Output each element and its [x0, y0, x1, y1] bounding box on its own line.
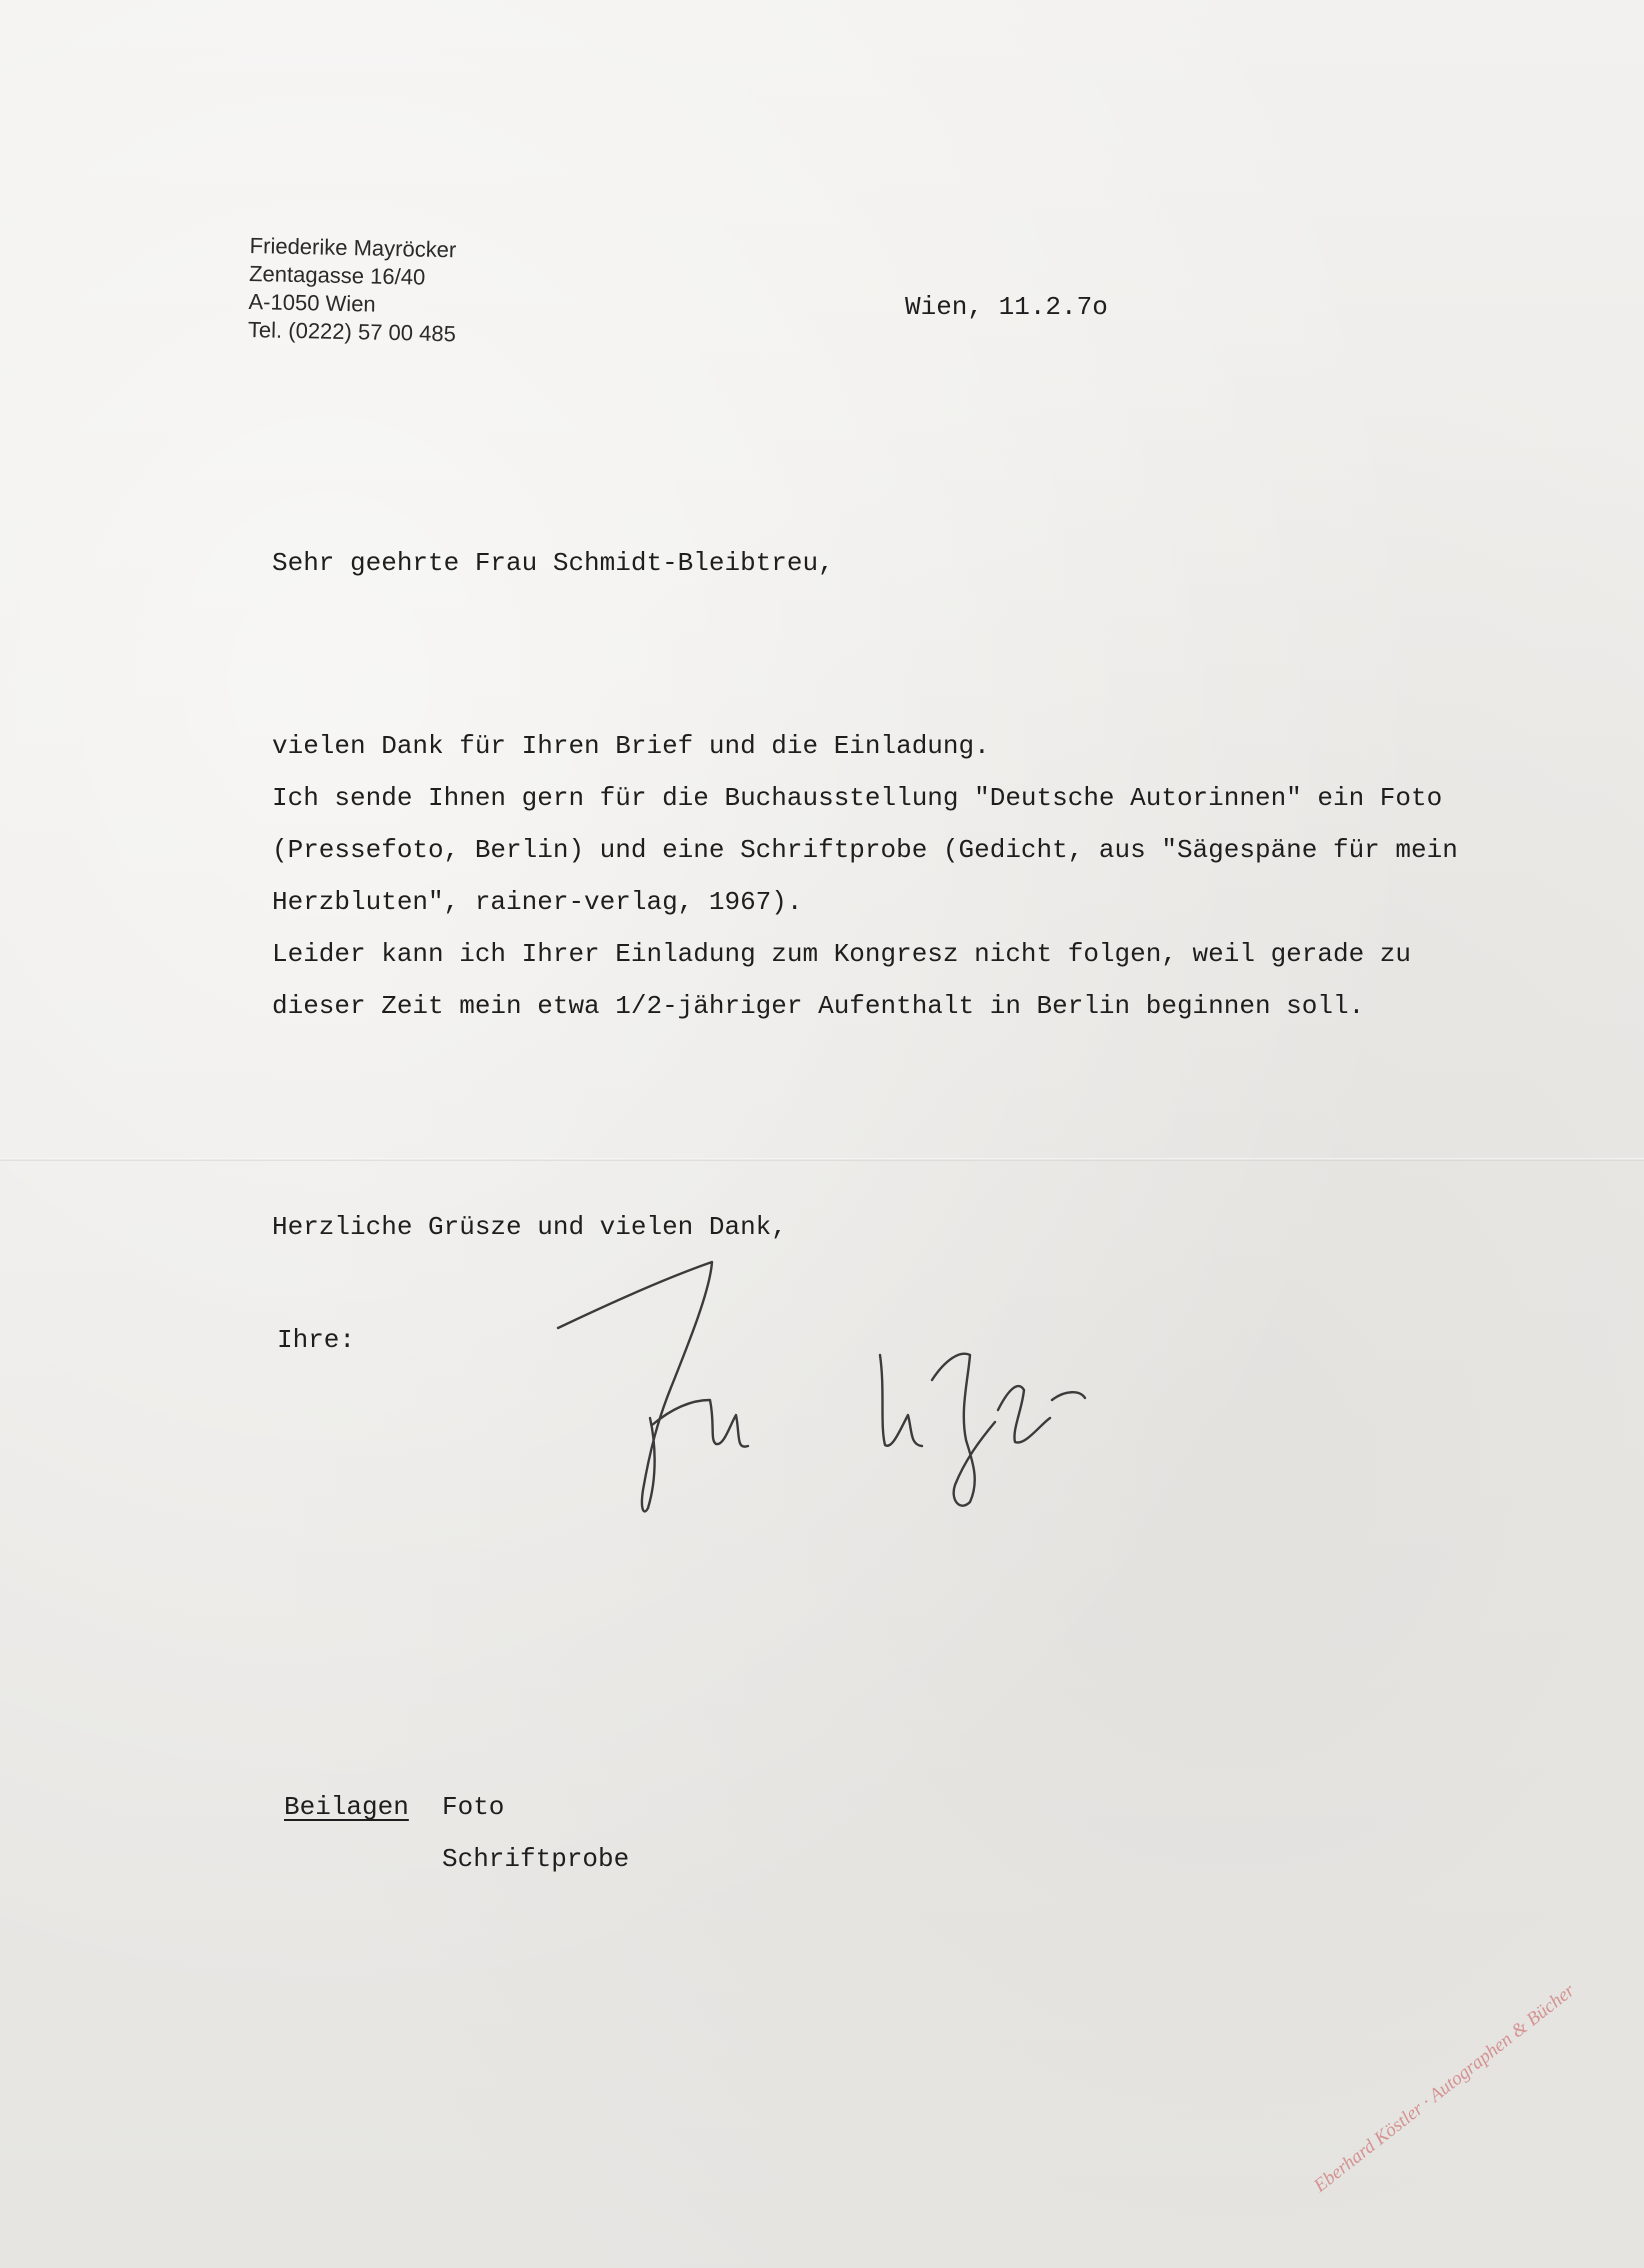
sender-street: Zentagasse 16/40 [248, 260, 426, 290]
sender-name: Friederike Mayröcker [249, 232, 457, 263]
enclosure-item: Schriftprobe [442, 1844, 630, 1874]
body-line: Leider kann ich Ihrer Einladung zum Kongresz nicht folgen, weil gerade zu [272, 939, 1411, 969]
salutation: Sehr geehrte Frau Schmidt-Bleibtreu, [272, 548, 834, 578]
enclosures-label: Beilagen [284, 1792, 409, 1822]
letter-date: Wien, 11.2.7o [905, 292, 1108, 322]
paper-fold [0, 1158, 1644, 1161]
handwritten-signature [540, 1250, 1240, 1530]
body-line: Ich sende Ihnen gern für die Buchausstellung "Deutsche Autorinnen" ein Foto [272, 783, 1443, 813]
enclosure-item: Foto [442, 1792, 505, 1822]
body-line: dieser Zeit mein etwa 1/2-jähriger Aufenthalt in Berlin beginnen soll. [272, 991, 1365, 1021]
closing: Herzliche Grüsze und vielen Dank, [272, 1212, 787, 1242]
body-line: (Pressefoto, Berlin) und eine Schriftprobe (Gedicht, aus "Sägespäne für mein [272, 835, 1458, 865]
signoff: Ihre: [277, 1325, 356, 1355]
sender-city: A-1050 Wien [248, 288, 376, 317]
letterhead-stamp [248, 232, 458, 348]
body-line: Herzbluten", rainer-verlag, 1967). [272, 887, 803, 917]
body-line: vielen Dank für Ihren Brief und die Einladung. [272, 731, 990, 761]
dealer-watermark: Eberhard Köstler · Autographen & Bücher [1310, 1980, 1579, 2197]
sender-phone: Tel. (0222) 57 00 485 [247, 316, 457, 347]
